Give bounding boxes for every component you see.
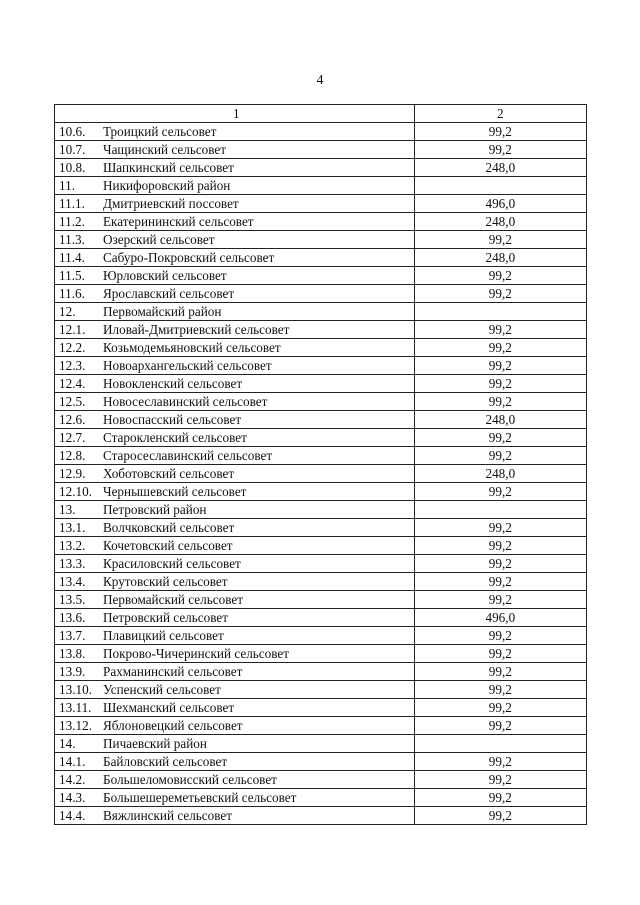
table-row [55,447,587,465]
table-row [55,321,587,339]
table-row [55,483,587,501]
row-name: Озерский сельсовет [103,232,215,247]
table-row [55,807,587,825]
row-name: Петровский район [103,502,207,517]
row-number: 13.4. [59,574,86,589]
table-row [55,393,587,411]
row-number: 11.1. [59,196,85,211]
row-number: 13.11. [59,700,92,715]
row-value-cell [414,735,586,753]
row-name: Никифоровский район [103,178,231,193]
row-number: 13. [59,502,76,517]
row-label-cell [55,393,415,411]
row-value-cell: 99,2 [414,429,586,447]
row-value-cell [414,303,586,321]
row-number: 12.6. [59,412,86,427]
row-value-cell: 99,2 [414,393,586,411]
row-label-cell [55,375,415,393]
table-row [55,753,587,771]
row-name: Новокленский сельсовет [103,376,243,391]
row-value-cell: 99,2 [414,771,586,789]
row-label-cell [55,789,415,807]
row-label-cell [55,717,415,735]
table-row [55,573,587,591]
row-value-cell: 99,2 [414,627,586,645]
row-value-cell: 99,2 [414,663,586,681]
table-row [55,213,587,231]
row-name: Рахманинский сельсовет [103,664,243,679]
row-label-cell [55,447,415,465]
row-value-cell: 99,2 [414,267,586,285]
table-row [55,519,587,537]
row-label-cell [55,411,415,429]
row-name: Первомайский район [103,304,222,319]
row-name: Петровский сельсовет [103,610,228,625]
table-row [55,537,587,555]
row-number: 14.1. [59,754,86,769]
table-row [55,195,587,213]
row-label-cell [55,231,415,249]
row-number: 14.4. [59,808,86,823]
row-number: 12.8. [59,448,86,463]
row-number: 14.2. [59,772,86,787]
row-label-cell [55,645,415,663]
row-value-cell: 99,2 [414,681,586,699]
row-name: Байловский сельсовет [103,754,228,769]
row-name: Большеломовисский сельсовет [103,772,277,787]
row-value-cell: 99,2 [414,321,586,339]
row-value-cell: 99,2 [414,375,586,393]
row-label-cell [55,663,415,681]
row-value-cell: 248,0 [414,159,586,177]
row-label-cell [55,681,415,699]
table-row [55,357,587,375]
row-number: 12.1. [59,322,86,337]
row-name: Шехманский сельсовет [103,700,235,715]
row-name: Екатерининский сельсовет [103,214,254,229]
header-col2: 2 [414,105,586,123]
row-value-cell [414,177,586,195]
table-row [55,465,587,483]
row-label-cell [55,123,415,141]
row-value-cell: 496,0 [414,195,586,213]
row-number: 12. [59,304,76,319]
table-row [55,645,587,663]
row-value-cell [414,501,586,519]
row-label-cell [55,537,415,555]
row-label-cell [55,735,415,753]
row-label-cell [55,771,415,789]
row-number: 13.12. [59,718,92,733]
row-label-cell [55,519,415,537]
row-label-cell [55,249,415,267]
row-number: 12.10. [59,484,92,499]
row-label-cell [55,285,415,303]
row-number: 10.6. [59,124,86,139]
row-number: 11.3. [59,232,85,247]
row-value-cell: 248,0 [414,465,586,483]
row-label-cell [55,591,415,609]
row-value-cell: 99,2 [414,357,586,375]
row-number: 10.8. [59,160,86,175]
row-number: 14.3. [59,790,86,805]
table-row [55,717,587,735]
table-row [55,159,587,177]
row-name: Чащинский сельсовет [103,142,227,157]
row-number: 13.6. [59,610,86,625]
row-number: 12.5. [59,394,86,409]
row-name: Дмитриевский поссовет [103,196,239,211]
row-number: 13.10. [59,682,92,697]
row-label-cell [55,501,415,519]
row-number: 13.8. [59,646,86,661]
table-row [55,627,587,645]
row-value-cell: 496,0 [414,609,586,627]
header-col1: 1 [55,105,415,123]
row-value-cell: 99,2 [414,699,586,717]
row-number: 12.4. [59,376,86,391]
row-label-cell [55,483,415,501]
row-name: Иловай-Дмитриевский сельсовет [103,322,290,337]
row-value-cell: 99,2 [414,645,586,663]
row-number: 13.9. [59,664,86,679]
table-row [55,249,587,267]
row-value-cell: 99,2 [414,807,586,825]
row-label-cell [55,555,415,573]
row-number: 13.2. [59,538,86,553]
row-name: Чернышевский сельсовет [103,484,247,499]
table-row [55,231,587,249]
row-value-cell: 99,2 [414,447,586,465]
row-name: Большешереметьевский сельсовет [103,790,297,805]
row-number: 11.6. [59,286,85,301]
row-label-cell [55,807,415,825]
row-name: Кочетовский сельсовет [103,538,233,553]
row-value-cell: 99,2 [414,483,586,501]
row-name: Юрловский сельсовет [103,268,227,283]
row-label-cell [55,429,415,447]
row-value-cell: 99,2 [414,123,586,141]
row-name: Крутовский сельсовет [103,574,228,589]
table-row [55,375,587,393]
row-label-cell [55,699,415,717]
table-row [55,429,587,447]
row-number: 13.5. [59,592,86,607]
row-value-cell: 99,2 [414,573,586,591]
row-name: Троицкий сельсовет [103,124,217,139]
row-name: Хоботовский сельсовет [103,466,235,481]
table-row [55,609,587,627]
table-row [55,663,587,681]
table-row [55,555,587,573]
row-name: Новосеславинский сельсовет [103,394,268,409]
table-row [55,681,587,699]
row-number: 12.7. [59,430,86,445]
table-row [55,339,587,357]
table-row [55,789,587,807]
row-number: 12.3. [59,358,86,373]
row-value-cell: 99,2 [414,141,586,159]
row-value-cell: 248,0 [414,249,586,267]
row-label-cell [55,609,415,627]
table-header-row [55,105,587,123]
row-value-cell: 99,2 [414,591,586,609]
row-name: Яблоновецкий сельсовет [103,718,243,733]
row-number: 14. [59,736,76,751]
row-value-cell: 99,2 [414,789,586,807]
row-name: Вяжлинский сельсовет [103,808,233,823]
row-name: Козьмодемьяновский сельсовет [103,340,281,355]
row-number: 12.2. [59,340,86,355]
row-value-cell: 99,2 [414,519,586,537]
row-name: Покрово-Чичеринский сельсовет [103,646,290,661]
row-number: 13.3. [59,556,86,571]
row-label-cell [55,159,415,177]
row-name: Шапкинский сельсовет [103,160,234,175]
table-row [55,285,587,303]
row-number: 13.7. [59,628,86,643]
row-name: Новоспасский сельсовет [103,412,242,427]
table-row [55,411,587,429]
allocation-table [54,104,587,825]
row-value-cell: 248,0 [414,411,586,429]
row-label-cell [55,573,415,591]
row-label-cell [55,321,415,339]
row-name: Успенский сельсовет [103,682,221,697]
row-name: Старосеславинский сельсовет [103,448,273,463]
table-row [55,303,587,321]
table-row [55,771,587,789]
row-name: Первомайский сельсовет [103,592,243,607]
row-label-cell [55,177,415,195]
row-label-cell [55,213,415,231]
row-value-cell: 99,2 [414,555,586,573]
row-label-cell [55,627,415,645]
row-name: Пичаевский район [103,736,207,751]
table-body [55,105,587,825]
row-value-cell: 99,2 [414,717,586,735]
row-name: Новоархангельский сельсовет [103,358,272,373]
table-row [55,699,587,717]
row-value-cell: 99,2 [414,537,586,555]
row-label-cell [55,303,415,321]
row-name: Красиловский сельсовет [103,556,241,571]
table-row [55,177,587,195]
row-number: 12.9. [59,466,86,481]
row-value-cell: 99,2 [414,231,586,249]
row-number: 11.5. [59,268,85,283]
row-name: Сабуро-Покровский сельсовет [103,250,275,265]
table-row [55,501,587,519]
row-label-cell [55,465,415,483]
row-number: 11.4. [59,250,85,265]
row-label-cell [55,267,415,285]
row-label-cell [55,141,415,159]
row-value-cell: 99,2 [414,753,586,771]
table-row [55,267,587,285]
row-number: 10.7. [59,142,86,157]
row-name: Плавицкий сельсовет [103,628,224,643]
row-name: Старокленский сельсовет [103,430,247,445]
table-row [55,591,587,609]
row-label-cell [55,357,415,375]
table-row [55,123,587,141]
row-number: 11. [59,178,75,193]
row-number: 11.2. [59,214,85,229]
row-number: 13.1. [59,520,86,535]
row-label-cell [55,753,415,771]
row-name: Ярославский сельсовет [103,286,235,301]
row-label-cell [55,339,415,357]
table-row [55,735,587,753]
row-value-cell: 99,2 [414,339,586,357]
row-value-cell: 248,0 [414,213,586,231]
row-value-cell: 99,2 [414,285,586,303]
table-row [55,141,587,159]
row-label-cell [55,195,415,213]
row-name: Волчковский сельсовет [103,520,235,535]
page-number: 4 [316,73,324,88]
